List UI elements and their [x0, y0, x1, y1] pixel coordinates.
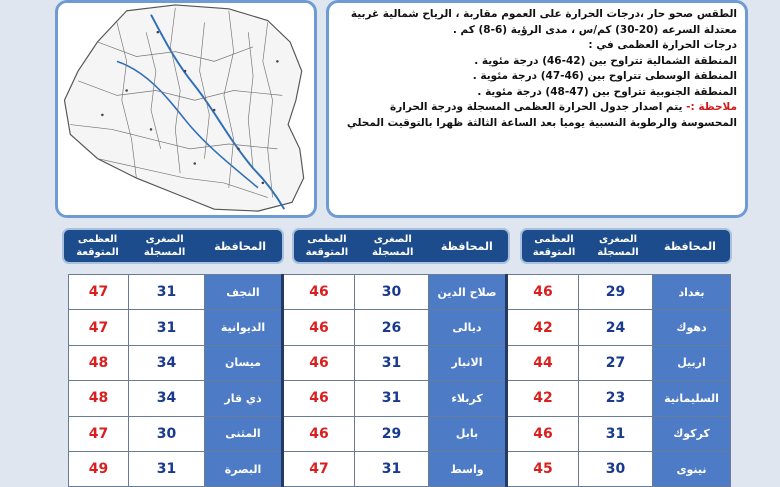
- province-cell: اربيل: [653, 345, 731, 380]
- max-temp-cell: 42: [507, 310, 579, 345]
- province-cell: ميسان: [205, 345, 283, 380]
- province-cell: بغداد: [653, 275, 731, 310]
- max-temp-cell: 45: [507, 451, 579, 486]
- max-temp-cell: 49: [69, 451, 129, 486]
- max-temp-heading: درجات الحرارة العظمى في :: [588, 39, 737, 51]
- province-cell: نينوى: [653, 451, 731, 486]
- table-row: [69, 275, 731, 310]
- province-cell: النجف: [205, 275, 283, 310]
- header-min: الصغرى المسجلة: [597, 234, 639, 258]
- min-temp-cell: 31: [579, 416, 653, 451]
- min-temp-cell: 27: [579, 345, 653, 380]
- min-temp-cell: 30: [129, 416, 205, 451]
- province-cell: واسط: [429, 451, 507, 486]
- header-province: المحافظة: [664, 239, 716, 253]
- province-cell: البصرة: [205, 451, 283, 486]
- min-temp-cell: 31: [129, 275, 205, 310]
- province-cell: كربلاء: [429, 381, 507, 416]
- max-temp-cell: 44: [507, 345, 579, 380]
- min-temp-cell: 24: [579, 310, 653, 345]
- province-cell: الديوانية: [205, 310, 283, 345]
- header-group-3: [62, 228, 284, 264]
- province-cell: دهوك: [653, 310, 731, 345]
- max-temp-cell: 47: [283, 451, 355, 486]
- max-temp-cell: 42: [507, 381, 579, 416]
- max-temp-cell: 46: [283, 275, 355, 310]
- header-max: العظمى المتوقعة: [305, 234, 349, 258]
- province-cell: ذي قار: [205, 381, 283, 416]
- min-temp-cell: 23: [579, 381, 653, 416]
- max-temp-cell: 47: [69, 310, 129, 345]
- table-row: [69, 345, 731, 380]
- min-temp-cell: 29: [579, 275, 653, 310]
- province-cell: السليمانية: [653, 381, 731, 416]
- header-province: المحافظة: [440, 239, 493, 253]
- max-temp-cell: 48: [69, 345, 129, 380]
- header-min: الصغرى المسجلة: [372, 234, 414, 258]
- forecast-summary: الطقس صحو حار ،درجات الحرارة على العموم مقاربة ، الرياح شمالية غربية معتدلة السرعه (20-30) كم/س ، مدى الرؤية (6-8) كم .: [350, 8, 737, 36]
- max-temp-cell: 46: [283, 345, 355, 380]
- province-cell: المثنى: [205, 416, 283, 451]
- province-cell: بابل: [429, 416, 507, 451]
- min-temp-cell: 31: [355, 345, 429, 380]
- min-temp-cell: 30: [355, 275, 429, 310]
- iraq-map: [55, 0, 317, 218]
- header-max: العظمى المتوقعة: [532, 234, 576, 258]
- province-cell: ديالى: [429, 310, 507, 345]
- temperature-table: [68, 274, 731, 487]
- min-temp-cell: 31: [355, 451, 429, 486]
- max-temp-cell: 48: [69, 381, 129, 416]
- header-max: العظمى المتوقعة: [76, 234, 119, 258]
- note-label: ملاحظة :-: [686, 101, 737, 113]
- min-temp-cell: 34: [129, 381, 205, 416]
- min-temp-cell: 31: [129, 451, 205, 486]
- middle-region-line: المنطقة الوسطى تتراوح بين (46-47) درجة مئوية .: [472, 70, 737, 82]
- min-temp-cell: 29: [355, 416, 429, 451]
- note: [335, 100, 737, 131]
- min-temp-cell: 26: [355, 310, 429, 345]
- header-group-2: [292, 228, 510, 264]
- province-cell: الانبار: [429, 345, 507, 380]
- min-temp-cell: 30: [579, 451, 653, 486]
- south-region-line: المنطقة الجنوبية تتراوح بين (47-48) درجة مئوية .: [477, 85, 737, 98]
- table-row: [69, 416, 731, 451]
- header-min: الصغرى المسجلة: [143, 234, 186, 258]
- max-temp-cell: 46: [507, 416, 579, 451]
- forecast-text: [326, 0, 748, 218]
- header-group-1: [520, 228, 732, 264]
- note-text: يتم اصدار جدول الحرارة العظمى المسجلة ودرجة الحرارة المحسوسة والرطوبة النسبية يوميا بعد الساعة الثالثة ظهرا بالتوقيت المحلي: [346, 101, 737, 129]
- north-region-line: المنطقة الشمالية تتراوح بين (42-46) درجة مئوية .: [474, 54, 737, 67]
- min-temp-cell: 31: [129, 310, 205, 345]
- iraq-map-graphic: [58, 3, 314, 215]
- max-temp-cell: 47: [69, 275, 129, 310]
- table-row: [69, 451, 731, 486]
- max-temp-cell: 46: [283, 310, 355, 345]
- max-temp-cell: 46: [507, 275, 579, 310]
- min-temp-cell: 31: [355, 381, 429, 416]
- province-cell: صلاح الدين: [429, 275, 507, 310]
- max-temp-cell: 47: [69, 416, 129, 451]
- header-province: المحافظة: [214, 239, 267, 253]
- max-temp-cell: 46: [283, 381, 355, 416]
- min-temp-cell: 34: [129, 345, 205, 380]
- table-row: [69, 381, 731, 416]
- province-cell: كركوك: [653, 416, 731, 451]
- table-row: [69, 310, 731, 345]
- max-temp-cell: 46: [283, 416, 355, 451]
